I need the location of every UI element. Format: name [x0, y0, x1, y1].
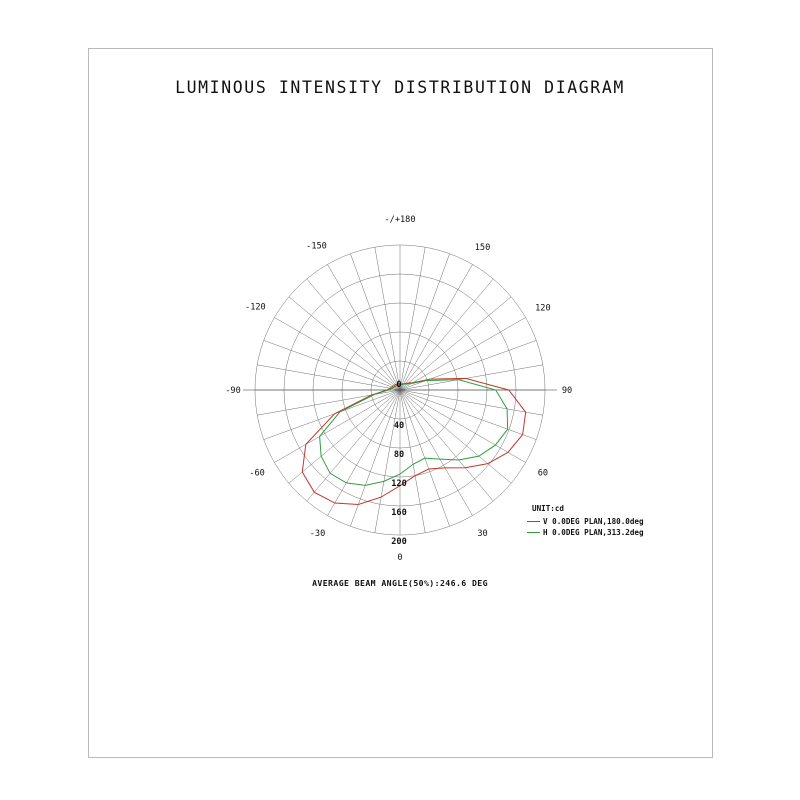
legend-label-h: H 0.0DEG PLAN,313.2deg [543, 528, 644, 537]
svg-text:120: 120 [535, 303, 551, 314]
svg-text:90: 90 [561, 386, 573, 396]
svg-text:0: 0 [396, 380, 402, 390]
legend-item-v [527, 516, 667, 527]
legend-label-v: V 0.0DEG PLAN,180.0deg [543, 517, 644, 526]
line-swatch-icon [527, 521, 540, 522]
polar-labels [225, 215, 572, 563]
svg-text:60: 60 [537, 468, 549, 479]
line-swatch-icon [527, 532, 540, 533]
svg-text:200: 200 [391, 537, 407, 547]
unit-label: UNIT:cd [532, 504, 565, 513]
polar-series [302, 378, 525, 504]
svg-text:-60: -60 [249, 468, 265, 479]
svg-text:-150: -150 [306, 241, 327, 252]
legend [527, 503, 667, 538]
svg-text:-120: -120 [245, 302, 266, 313]
svg-text:0: 0 [397, 553, 403, 563]
svg-text:-/+180: -/+180 [384, 215, 416, 225]
svg-text:30: 30 [477, 528, 488, 539]
svg-text:40: 40 [393, 421, 405, 431]
svg-text:80: 80 [393, 450, 405, 460]
svg-text:150: 150 [474, 243, 491, 254]
page-title: LUMINOUS INTENSITY DISTRIBUTION DIAGRAM [175, 78, 625, 97]
legend-item-h [527, 527, 667, 538]
svg-text:120: 120 [391, 479, 407, 489]
polar-grid [243, 245, 557, 535]
svg-text:160: 160 [391, 508, 407, 518]
svg-text:-90: -90 [225, 386, 241, 396]
beam-angle-label: AVERAGE BEAM ANGLE(50%):246.6 DEG [312, 578, 488, 588]
svg-text:-30: -30 [309, 528, 326, 539]
